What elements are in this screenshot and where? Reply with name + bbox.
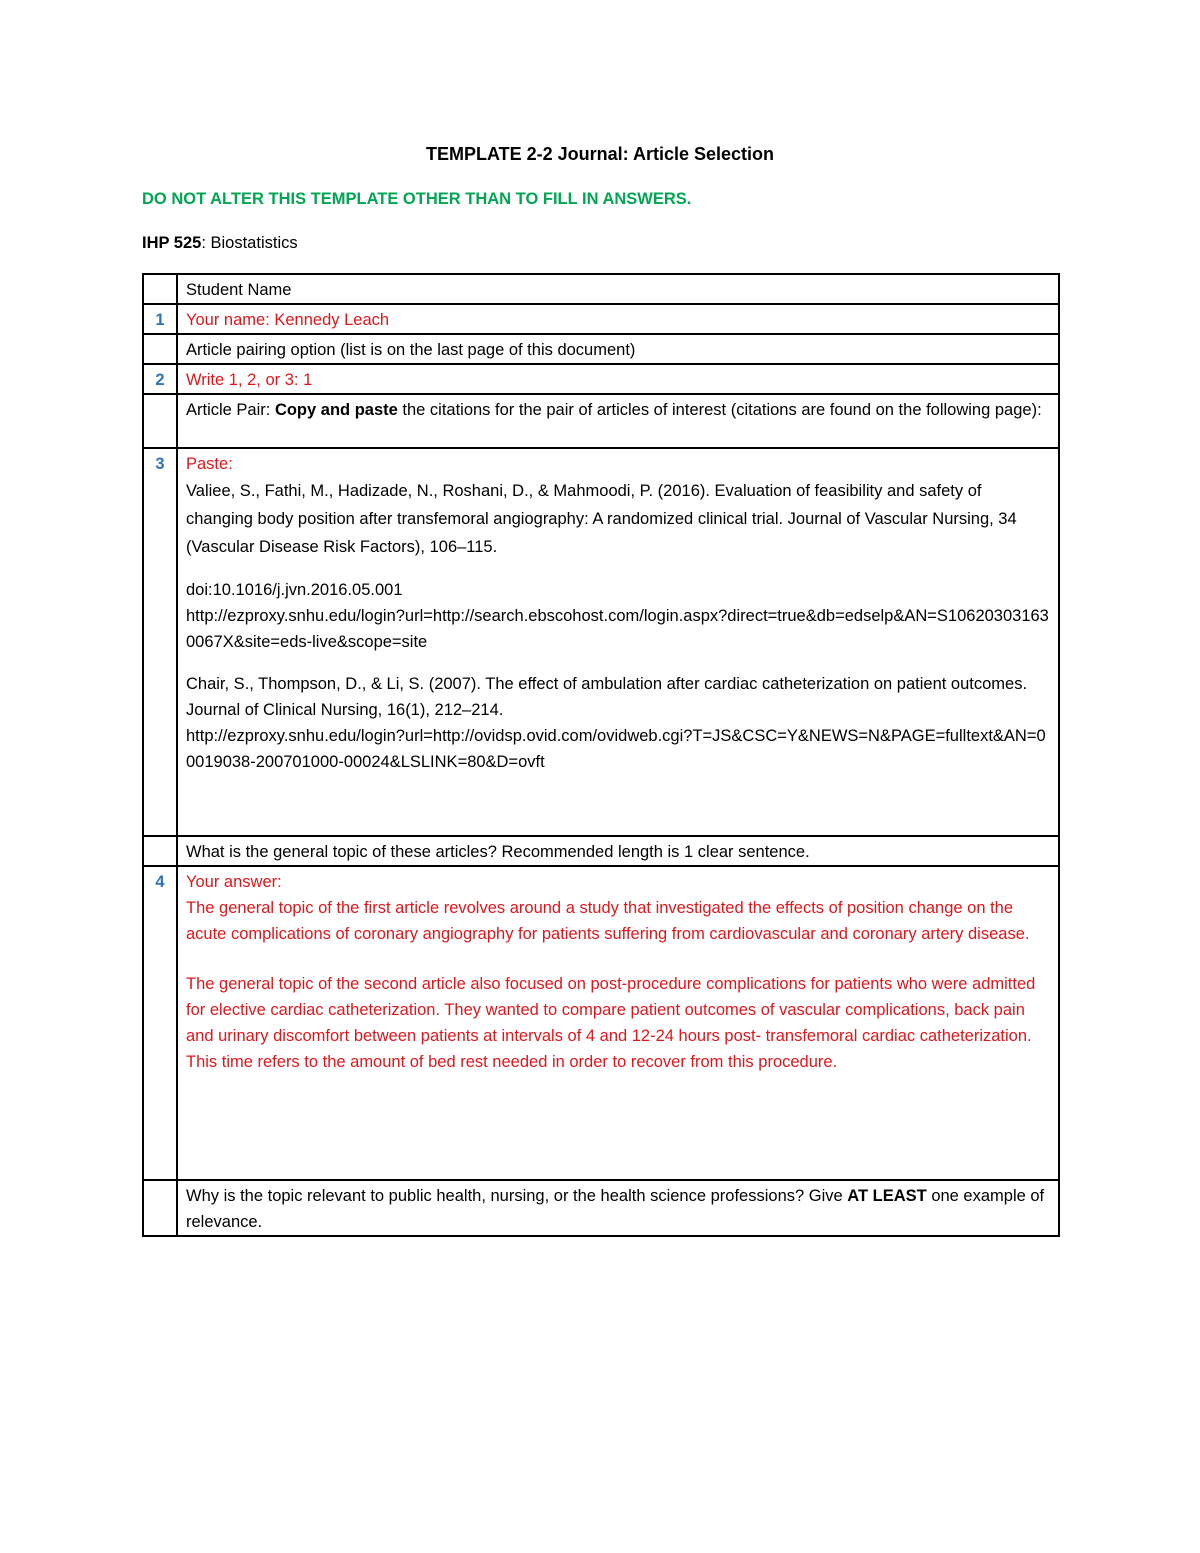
citations-cell[interactable]	[177, 448, 1059, 836]
row-article-pair-label	[143, 394, 1059, 448]
your-answer-label: Your answer:	[186, 873, 282, 891]
row-number-empty	[143, 836, 177, 866]
article-selection-table	[142, 273, 1060, 1237]
course-line	[142, 234, 298, 253]
row-number-empty	[143, 1180, 177, 1236]
relevance-q-prefix: Why is the topic relevant to public health, nursing, or the health science professions? Give	[186, 1187, 848, 1205]
row-number-empty	[143, 394, 177, 448]
article-option-label: Article pairing option (list is on the last page of this document)	[177, 334, 1059, 364]
row-topic-answer	[143, 866, 1059, 1180]
course-code: IHP 525	[142, 234, 202, 252]
paragraph-gap	[186, 947, 1050, 971]
relevance-q-suffix: one example of relevance.	[186, 1187, 1045, 1231]
row-number: 1	[143, 304, 177, 334]
answer-paragraph-2: The general topic of the second article also focused on post-procedure complications for patients who were admitted for elective cardiac catheterization. They wanted to compare patient outcomes of vascular complications, back pain and urinary discomfort between patients at intervals of 4 and 12-24 hours post- transfemoral cardiac catheterization. This time refers to the amount of bed rest needed in order to recover from this procedure.	[186, 975, 1036, 1071]
row-number: 4	[143, 866, 177, 1180]
student-name-label: Student Name	[177, 274, 1059, 304]
row-your-name	[143, 304, 1059, 334]
topic-answer-cell[interactable]	[177, 866, 1059, 1180]
article-pair-prefix: Article Pair:	[186, 401, 275, 419]
paste-label: Paste:	[186, 455, 233, 473]
relevance-question	[177, 1180, 1059, 1236]
citation-1-url[interactable]: http://ezproxy.snhu.edu/login?url=http://search.ebscohost.com/login.aspx?direct=true&db=edselp&AN=S106203031630067X&site=eds-live&scope=site	[186, 607, 1049, 651]
citation-1: Valiee, S., Fathi, M., Hadizade, N., Roshani, D., & Mahmoodi, P. (2016). Evaluation of feasibility and safety of changing body position after transfemoral angiography: A randomized clinical trial. Journal of Vascular Nursing, 34 (Vascular Disease Risk Factors), 106–115.	[186, 482, 1017, 556]
row-number: 2	[143, 364, 177, 394]
row-relevance-question	[143, 1180, 1059, 1236]
row-number-empty	[143, 274, 177, 304]
relevance-q-bold: AT LEAST	[847, 1187, 927, 1205]
paragraph-gap	[186, 561, 1050, 577]
row-number: 3	[143, 448, 177, 836]
row-topic-question	[143, 836, 1059, 866]
document-title: TEMPLATE 2-2 Journal: Article Selection	[425, 144, 775, 164]
template-warning: DO NOT ALTER THIS TEMPLATE OTHER THAN TO FILL IN ANSWERS.	[142, 190, 692, 208]
article-pair-label	[177, 394, 1059, 448]
row-number-empty	[143, 334, 177, 364]
topic-question: What is the general topic of these articles? Recommended length is 1 clear sentence.	[177, 836, 1059, 866]
article-pair-suffix: the citations for the pair of articles of interest (citations are found on the following page):	[397, 401, 1042, 419]
citation-2: Chair, S., Thompson, D., & Li, S. (2007). The effect of ambulation after cardiac catheterization on patient outcomes. Journal of Clinical Nursing, 16(1), 212–214.	[186, 675, 1028, 719]
row-paste-citations	[143, 448, 1059, 836]
your-name-answer[interactable]: Your name: Kennedy Leach	[177, 304, 1059, 334]
answer-paragraph-1: The general topic of the first article revolves around a study that investigated the effects of position change on the acute complications of coronary angiography for patients suffering from cardiovascular and coronary artery disease.	[186, 899, 1030, 943]
write-option-answer[interactable]: Write 1, 2, or 3: 1	[177, 364, 1059, 394]
row-student-name-label	[143, 274, 1059, 304]
citation-1-doi: doi:10.1016/j.jvn.2016.05.001	[186, 581, 403, 599]
row-write-option	[143, 364, 1059, 394]
row-article-option-label	[143, 334, 1059, 364]
citation-2-url[interactable]: http://ezproxy.snhu.edu/login?url=http://ovidsp.ovid.com/ovidweb.cgi?T=JS&CSC=Y&NEWS=N&PAGE=fulltext&AN=00019038-200701000-00024&LSLINK=80&D=ovft	[186, 727, 1046, 771]
article-pair-bold: Copy and paste	[274, 401, 398, 419]
paragraph-gap	[186, 655, 1050, 671]
course-name: : Biostatistics	[201, 234, 298, 252]
